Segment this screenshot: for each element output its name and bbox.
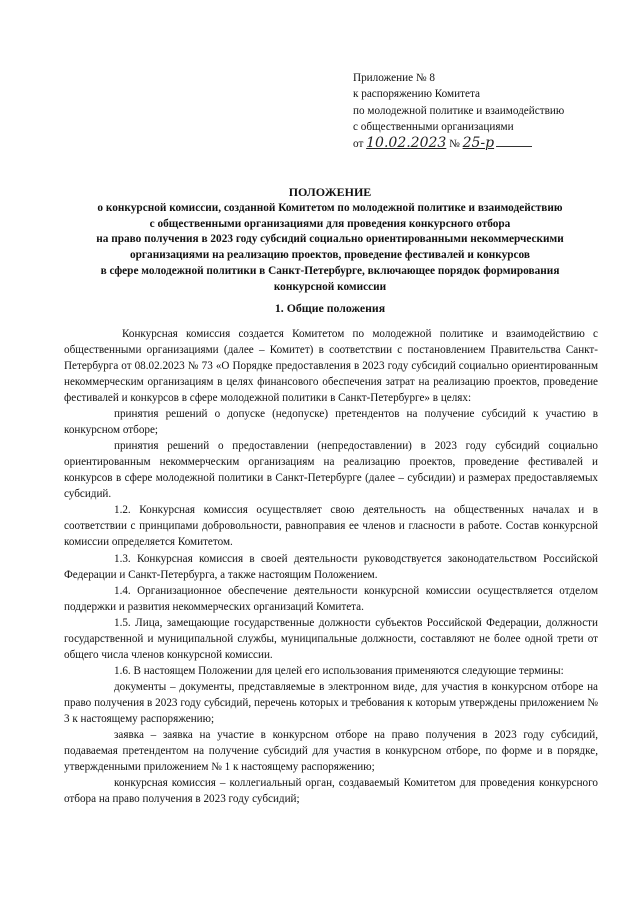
appendix-line: по молодежной политике и взаимодействию xyxy=(353,104,565,117)
appendix-date-line xyxy=(353,135,613,152)
handwritten-date: 10.02.2023 xyxy=(366,135,447,152)
appendix-line: Приложение № 8 xyxy=(353,72,435,84)
document-heading xyxy=(60,185,600,296)
handwritten-number: 25-р xyxy=(462,135,495,152)
paragraph: 1.3. Конкурсная комиссия в своей деятельности руководствуется законодательством Российской Федерации и Санкт-Петербурга, а также настоящим Положением. xyxy=(64,553,598,582)
appendix-block xyxy=(353,70,613,152)
heading-line: организациями на реализацию проектов, проведение фестивалей и конкурсов xyxy=(130,249,530,262)
appendix-line: к распоряжению Комитета xyxy=(353,88,480,101)
document-title: ПОЛОЖЕНИЕ xyxy=(288,185,372,199)
section-body xyxy=(64,327,598,808)
heading-line: конкурсной комиссии xyxy=(273,280,387,293)
paragraph: 1.2. Конкурсная комиссия осуществляет свою деятельность на общественных началах и в соответствии с принципами добровольности, равноправия ее членов и гласности в работе. Состав конкурсной комиссии определяется Комитетом. xyxy=(64,504,598,549)
paragraph: документы – документы, представляемые в электронном виде, для участия в конкурсном отборе на право получения в 2023 году субсидий, перечень которых и требования к которым утверждены приложением № 3 к настоящему распоряжению; xyxy=(64,680,598,725)
paragraph: заявка – заявка на участие в конкурсном отборе на право получения в 2023 году субсидий, подаваемая претендентом на получение субсидий для участия в конкурсном отборе, по форме и в порядке, утвержденными приложением № 1 к настоящему распоряжению; xyxy=(64,728,598,773)
paragraph: принятия решений о допуске (недопуске) претендентов на получение субсидий к участию в конкурсном отборе; xyxy=(64,407,598,436)
heading-line: на право получения в 2023 году субсидий социально ориентированными некоммерческими xyxy=(96,233,564,246)
appendix-line: с общественными организациями xyxy=(353,120,514,133)
heading-line: о конкурсной комиссии, созданной Комитетом по молодежной политике и взаимодействию xyxy=(97,201,563,214)
paragraph: 1.5. Лица, замещающие государственные должности субъектов Российской Федерации, должности государственной и муниципальной службы, муниципальные должности, составляют не более одной трети от общего числа членов конкурсной комиссии. xyxy=(64,617,598,662)
underline-rule xyxy=(496,146,532,147)
paragraph: принятия решений о предоставлении (непредоставлении) в 2023 году субсидий социально ориентированным некоммерческим организациям на реализацию проектов, проведение фестивалей и конкурсов в сфере молодежной политики в Санкт-Петербурге (далее – субсидии) и размерах предоставляемых субсидий. xyxy=(64,439,598,500)
heading-line: в сфере молодежной политики в Санкт-Петербурге, включающее порядок формирования xyxy=(100,264,560,277)
number-prefix: № xyxy=(449,138,460,151)
paragraph: Конкурсная комиссия создается Комитетом по молодежной политике и взаимодействию с общественными организациями (далее – Комитет) в соответствии с постановлением Правительства Санкт-Петербурга от 08.02.2023 № 73 «О Порядке предоставления в 2023 году субсидий социально ориентированным некоммерческим организациям в целях финансового обеспечения затрат на реализацию проектов, проведение фестивалей и конкурсов в сфере молодежной политики в Санкт-Петербурге» в целях: xyxy=(64,328,598,404)
paragraph: 1.6. В настоящем Положении для целей его использования применяются следующие термины: xyxy=(114,665,564,678)
section-title: 1. Общие положения xyxy=(274,301,386,315)
paragraph: конкурсная комиссия – коллегиальный орган, создаваемый Комитетом для проведения конкурсного отбора на право получения в 2023 году субсидий; xyxy=(64,776,598,805)
paragraph: 1.4. Организационное обеспечение деятельности конкурсной комиссии осуществляется отделом поддержки и развития некоммерческих организаций Комитета. xyxy=(64,585,598,614)
heading-line: с общественными организациями для проведения конкурсного отбора xyxy=(149,217,511,230)
date-prefix: от xyxy=(353,138,364,151)
